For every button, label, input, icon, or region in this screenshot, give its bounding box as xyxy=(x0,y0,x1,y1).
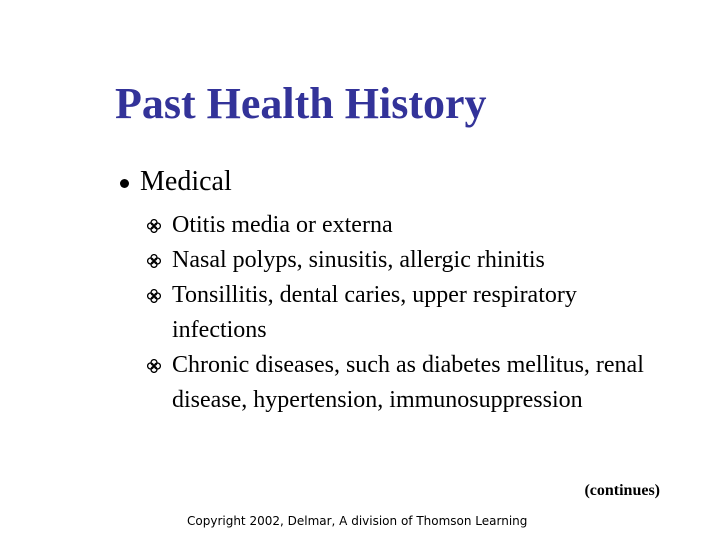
clover-bullet-icon xyxy=(147,219,161,233)
list-item-text: Nasal polyps, sinusitis, allergic rhinitis xyxy=(172,247,545,273)
clover-bullet-icon xyxy=(147,289,161,303)
section-label: Medical xyxy=(140,166,232,197)
medical-items-list xyxy=(147,208,667,418)
clover-bullet-icon xyxy=(147,254,161,268)
list-item xyxy=(147,278,667,348)
slide-title: Past Health History xyxy=(115,79,487,128)
copyright-footer: Copyright 2002, Delmar, A division of Thomson Learning xyxy=(187,514,528,528)
list-item-text: Otitis media or externa xyxy=(172,212,393,238)
list-item xyxy=(147,243,667,278)
bullet-dot-icon xyxy=(120,179,129,188)
list-item-text: Chronic diseases, such as diabetes mellitus, renal disease, hypertension, immunosuppression xyxy=(172,352,644,413)
list-item-text: Tonsillitis, dental caries, upper respiratory infections xyxy=(172,282,577,343)
continues-label: (continues) xyxy=(584,482,660,499)
list-item xyxy=(147,208,667,243)
list-item xyxy=(147,348,667,418)
clover-bullet-icon xyxy=(147,359,161,373)
